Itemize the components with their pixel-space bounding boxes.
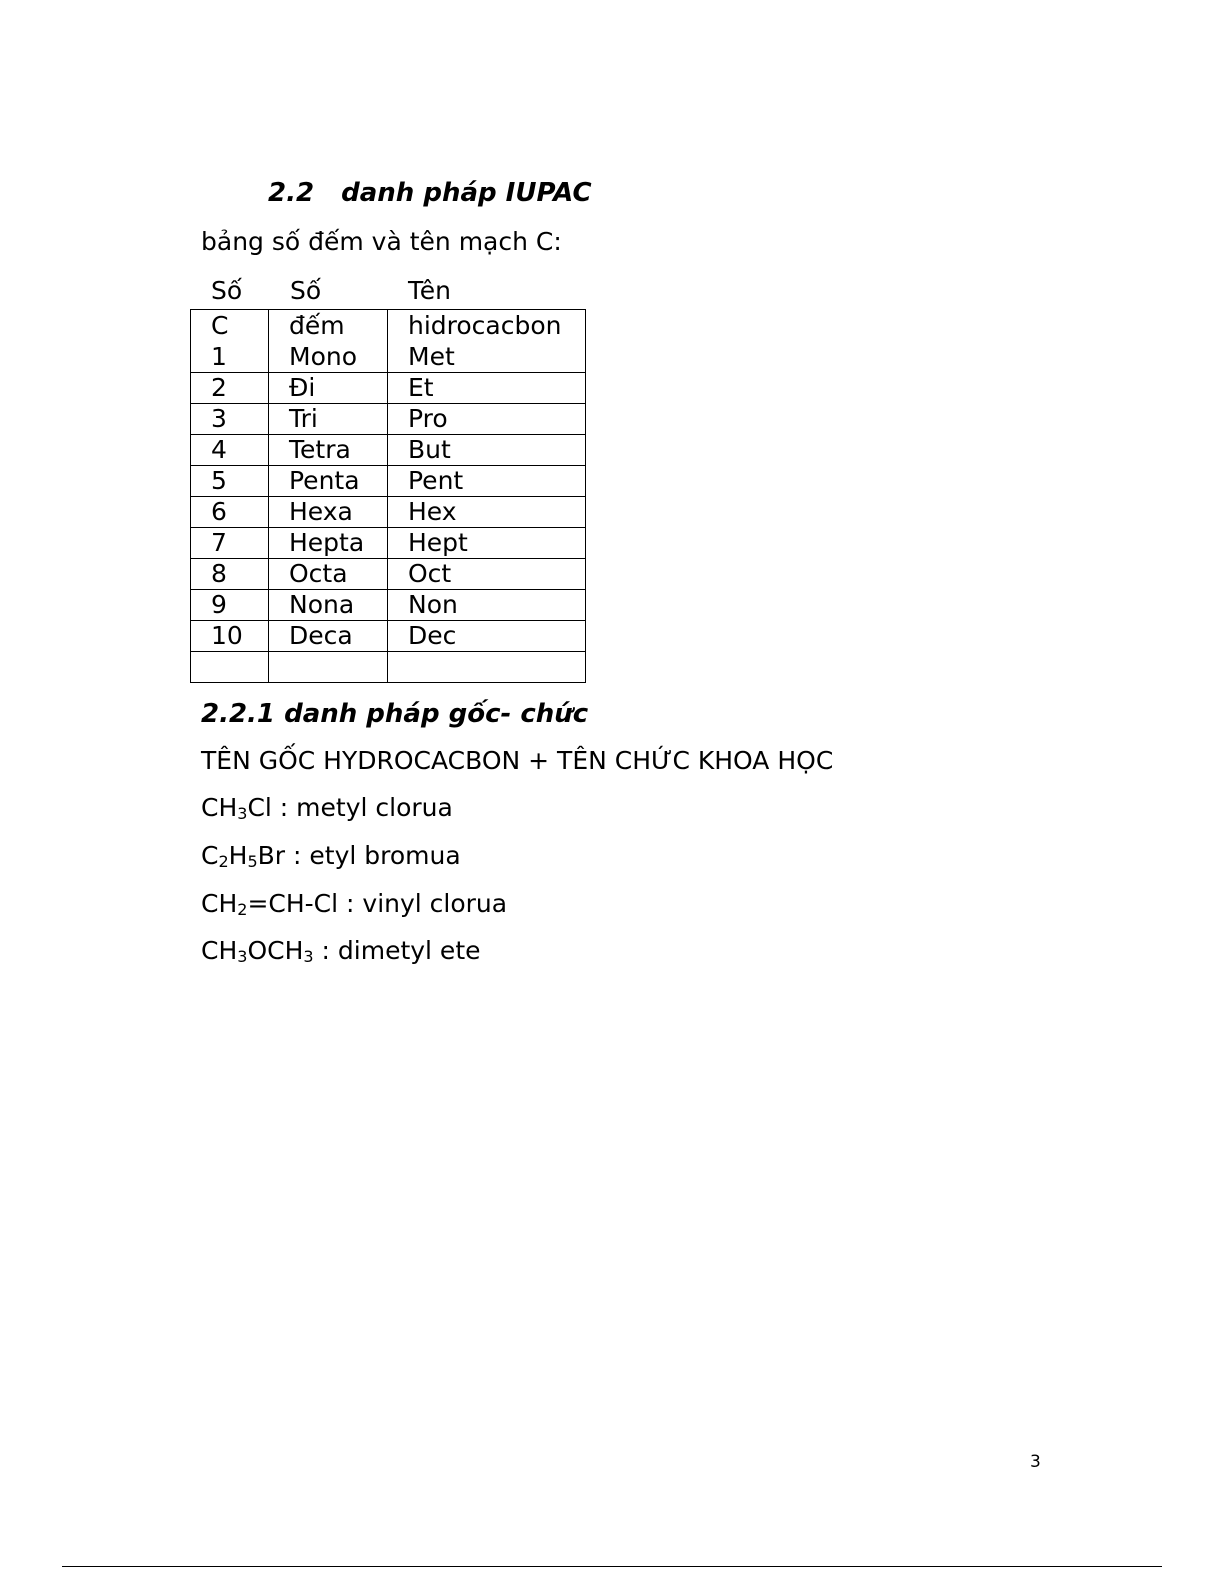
table-cell: 8 — [191, 559, 269, 590]
table-cell: 7 — [191, 528, 269, 559]
formula-part: Br — [257, 841, 286, 870]
table-cell: Hexa — [269, 497, 388, 528]
table-cell: Penta — [269, 466, 388, 497]
column-header-ten: Tên — [408, 276, 451, 305]
table-cell: 4 — [191, 435, 269, 466]
table-cell: Hepta — [269, 528, 388, 559]
page-number: 3 — [1030, 1452, 1041, 1472]
table-row — [191, 497, 586, 528]
example-line — [201, 793, 453, 822]
table-intro: bảng số đếm và tên mạch C: — [201, 227, 562, 256]
table-cell: Đi — [269, 373, 388, 404]
section-title: danh pháp IUPAC — [341, 178, 592, 208]
table-cell: Octa — [269, 559, 388, 590]
naming-rule: TÊN GỐC HYDROCACBON + TÊN CHỨC KHOA HỌC — [201, 746, 834, 775]
formula-part: CH — [201, 936, 238, 965]
formula-part: 5 — [247, 852, 258, 871]
formula-part: C — [201, 841, 219, 870]
table-cell: Deca — [269, 621, 388, 652]
table-cell: Non — [388, 590, 586, 621]
carbon-count-table — [190, 309, 586, 683]
compound-name: : dimetyl ete — [313, 936, 481, 965]
chemical-formula — [201, 889, 338, 918]
table-row — [191, 590, 586, 621]
compound-name: : etyl bromua — [285, 841, 461, 870]
table-cell — [388, 652, 586, 683]
table-row — [191, 435, 586, 466]
table-cell — [191, 652, 269, 683]
chemical-formula — [201, 841, 285, 870]
formula-part: =CH-Cl — [247, 889, 339, 918]
chemical-formula — [201, 936, 314, 965]
chemical-formula — [201, 793, 272, 822]
formula-part: H — [228, 841, 248, 870]
table-row — [191, 559, 586, 590]
table-cell: 10 — [191, 621, 269, 652]
footer-divider — [62, 1566, 1162, 1567]
subsection-heading: 2.2.1 danh pháp gốc- chức — [201, 699, 589, 729]
table-cell: 6 — [191, 497, 269, 528]
compound-name: : metyl clorua — [271, 793, 453, 822]
table-cell: Oct — [388, 559, 586, 590]
table-cell: 9 — [191, 590, 269, 621]
table-row — [191, 528, 586, 559]
compound-name: : vinyl clorua — [338, 889, 508, 918]
section-heading — [268, 178, 592, 208]
table-cell: Hex — [388, 497, 586, 528]
table-cell: hidrocacbon Met — [388, 310, 586, 373]
table-cell: 5 — [191, 466, 269, 497]
example-line — [201, 936, 481, 965]
table-cell: Tetra — [269, 435, 388, 466]
table-cell: 2 — [191, 373, 269, 404]
formula-part: 3 — [237, 947, 248, 966]
table-cell: Pro — [388, 404, 586, 435]
table-row — [191, 652, 586, 683]
table-row — [191, 310, 586, 373]
section-number: 2.2 — [268, 178, 315, 208]
formula-part: 3 — [237, 804, 248, 823]
table-cell: Pent — [388, 466, 586, 497]
formula-part: OCH — [247, 936, 304, 965]
formula-part: CH — [201, 793, 238, 822]
table-cell — [269, 652, 388, 683]
table-cell: C 1 — [191, 310, 269, 373]
table-row — [191, 404, 586, 435]
table-cell: đếm Mono — [269, 310, 388, 373]
formula-part: 2 — [237, 900, 248, 919]
table-cell: Nona — [269, 590, 388, 621]
formula-part: Cl — [247, 793, 272, 822]
table-cell: Dec — [388, 621, 586, 652]
table-cell: Et — [388, 373, 586, 404]
column-header-so-c: Số — [211, 276, 243, 305]
table-cell: But — [388, 435, 586, 466]
table-row — [191, 466, 586, 497]
table-row — [191, 373, 586, 404]
table-cell: 3 — [191, 404, 269, 435]
column-header-so-dem: Số — [290, 276, 322, 305]
table-cell: Tri — [269, 404, 388, 435]
table-row — [191, 621, 586, 652]
formula-part: 3 — [303, 947, 314, 966]
formula-part: 2 — [218, 852, 229, 871]
table-cell: Hept — [388, 528, 586, 559]
formula-part: CH — [201, 889, 238, 918]
example-line — [201, 889, 507, 918]
example-line — [201, 841, 461, 870]
